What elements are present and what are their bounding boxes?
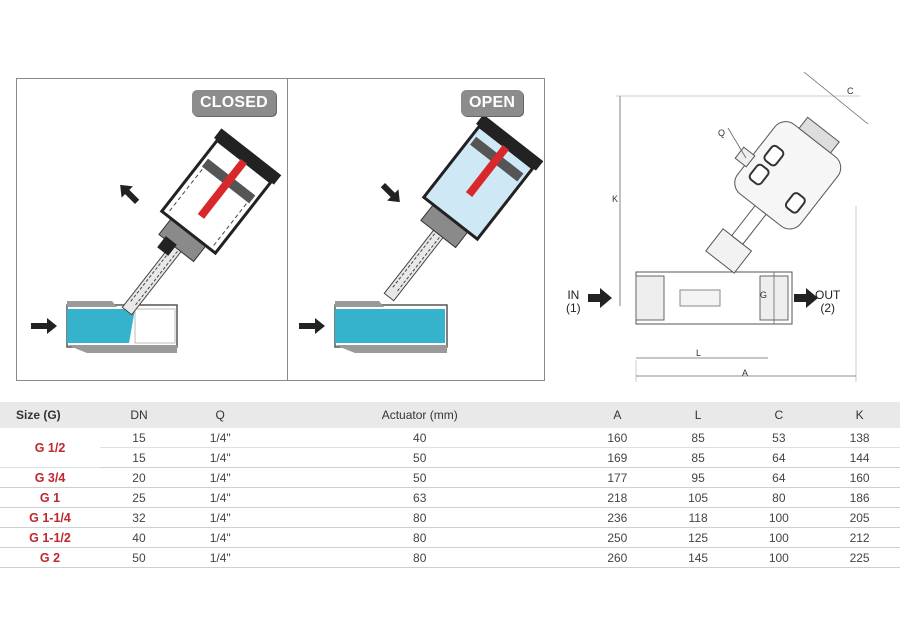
table-cell: 100 [738, 528, 819, 548]
table-cell: 50 [262, 448, 577, 468]
outlet-label: OUT [815, 288, 841, 302]
size-cell: G 1-1/2 [0, 528, 100, 548]
closed-state-badge: CLOSED [192, 90, 276, 116]
open-body-top [335, 301, 384, 307]
header-dn: DN [100, 402, 178, 428]
table-cell: 53 [738, 428, 819, 448]
table-cell: 20 [100, 468, 178, 488]
table-cell: 85 [658, 428, 739, 448]
table-cell: 160 [819, 468, 900, 488]
table-cell: 169 [577, 448, 658, 468]
header-c: C [738, 402, 819, 428]
table-cell: 80 [262, 548, 577, 568]
table-cell: 1/4" [178, 428, 262, 448]
open-valve-drawing [299, 114, 543, 353]
table-cell: 236 [577, 508, 658, 528]
table-cell: 160 [577, 428, 658, 448]
dim-line-q [728, 128, 746, 158]
open-body-bottom [335, 345, 447, 353]
dim-label-k: K [612, 194, 619, 204]
table-cell: 100 [738, 508, 819, 528]
open-intake-arrow-icon [377, 179, 405, 207]
table-cell: 205 [819, 508, 900, 528]
valve-cross-sections [17, 79, 546, 382]
table-cell: 125 [658, 528, 739, 548]
spec-table [0, 402, 900, 568]
table-cell: 64 [738, 468, 819, 488]
table-cell: 1/4" [178, 528, 262, 548]
table-cell: 50 [262, 468, 577, 488]
size-cell: G 1-1/4 [0, 508, 100, 528]
table-cell: 64 [738, 448, 819, 468]
table-row [0, 468, 900, 488]
inlet-port-label [566, 289, 581, 315]
outlet-port-label [815, 289, 840, 315]
table-cell: 85 [658, 448, 739, 468]
table-cell: 95 [658, 468, 739, 488]
table-cell: 80 [262, 528, 577, 548]
dim-label-c: C [847, 86, 854, 96]
table-cell: 1/4" [178, 448, 262, 468]
table-cell: 250 [577, 528, 658, 548]
table-row [0, 488, 900, 508]
table-cell: 118 [658, 508, 739, 528]
header-l: L [658, 402, 739, 428]
table-cell: 80 [738, 488, 819, 508]
dim-label-l: L [696, 348, 702, 358]
table-cell: 212 [819, 528, 900, 548]
table-row [0, 528, 900, 548]
table-cell: 218 [577, 488, 658, 508]
dim-seat [680, 290, 720, 306]
table-cell: 32 [100, 508, 178, 528]
table-row [0, 448, 900, 468]
table-cell: 100 [738, 548, 819, 568]
table-cell: 144 [819, 448, 900, 468]
header-k: K [819, 402, 900, 428]
table-cell: 15 [100, 428, 178, 448]
size-cell: G 1/2 [0, 428, 100, 468]
dim-label-g: G [760, 290, 768, 300]
inlet-label: IN [567, 288, 580, 302]
table-row [0, 548, 900, 568]
size-cell: G 3/4 [0, 468, 100, 488]
table-row [0, 428, 900, 448]
dim-inlet-thread [636, 276, 664, 320]
table-cell: 63 [262, 488, 577, 508]
closed-valve-drawing [31, 128, 281, 353]
table-cell: 1/4" [178, 548, 262, 568]
table-cell: 50 [100, 548, 178, 568]
dim-inlet-arrow-icon [588, 288, 612, 308]
closed-body-bottom [67, 345, 177, 353]
table-cell: 105 [658, 488, 739, 508]
closed-body-top [67, 301, 117, 307]
table-cell: 40 [262, 428, 577, 448]
open-state-badge: OPEN [461, 90, 523, 116]
table-cell: 80 [262, 508, 577, 528]
closed-inlet-arrow-icon [31, 318, 57, 334]
open-fluid [335, 309, 445, 343]
header-actuator: Actuator (mm) [262, 402, 577, 428]
open-inlet-arrow-icon [299, 318, 325, 334]
dim-label-a: A [742, 368, 749, 378]
table-header-row [0, 402, 900, 428]
table-cell: 1/4" [178, 488, 262, 508]
outlet-number: (2) [820, 301, 835, 315]
table-cell: 40 [100, 528, 178, 548]
size-cell: G 2 [0, 548, 100, 568]
table-cell: 225 [819, 548, 900, 568]
header-q: Q [178, 402, 262, 428]
table-cell: 138 [819, 428, 900, 448]
table-row [0, 508, 900, 528]
table-cell: 145 [658, 548, 739, 568]
cross-section-panel [16, 78, 545, 381]
table-cell: 1/4" [178, 468, 262, 488]
closed-outlet-empty [135, 309, 175, 343]
table-cell: 177 [577, 468, 658, 488]
table-cell: 25 [100, 488, 178, 508]
header-a: A [577, 402, 658, 428]
closed-exhaust-arrow-icon [114, 179, 142, 207]
dim-line-c [804, 72, 868, 124]
dimension-drawing [560, 66, 870, 386]
table-cell: 1/4" [178, 508, 262, 528]
header-size: Size (G) [0, 402, 100, 428]
inlet-number: (1) [566, 301, 581, 315]
table-cell: 15 [100, 448, 178, 468]
table-cell: 260 [577, 548, 658, 568]
table-cell: 186 [819, 488, 900, 508]
dim-label-q: Q [718, 128, 726, 138]
size-cell: G 1 [0, 488, 100, 508]
